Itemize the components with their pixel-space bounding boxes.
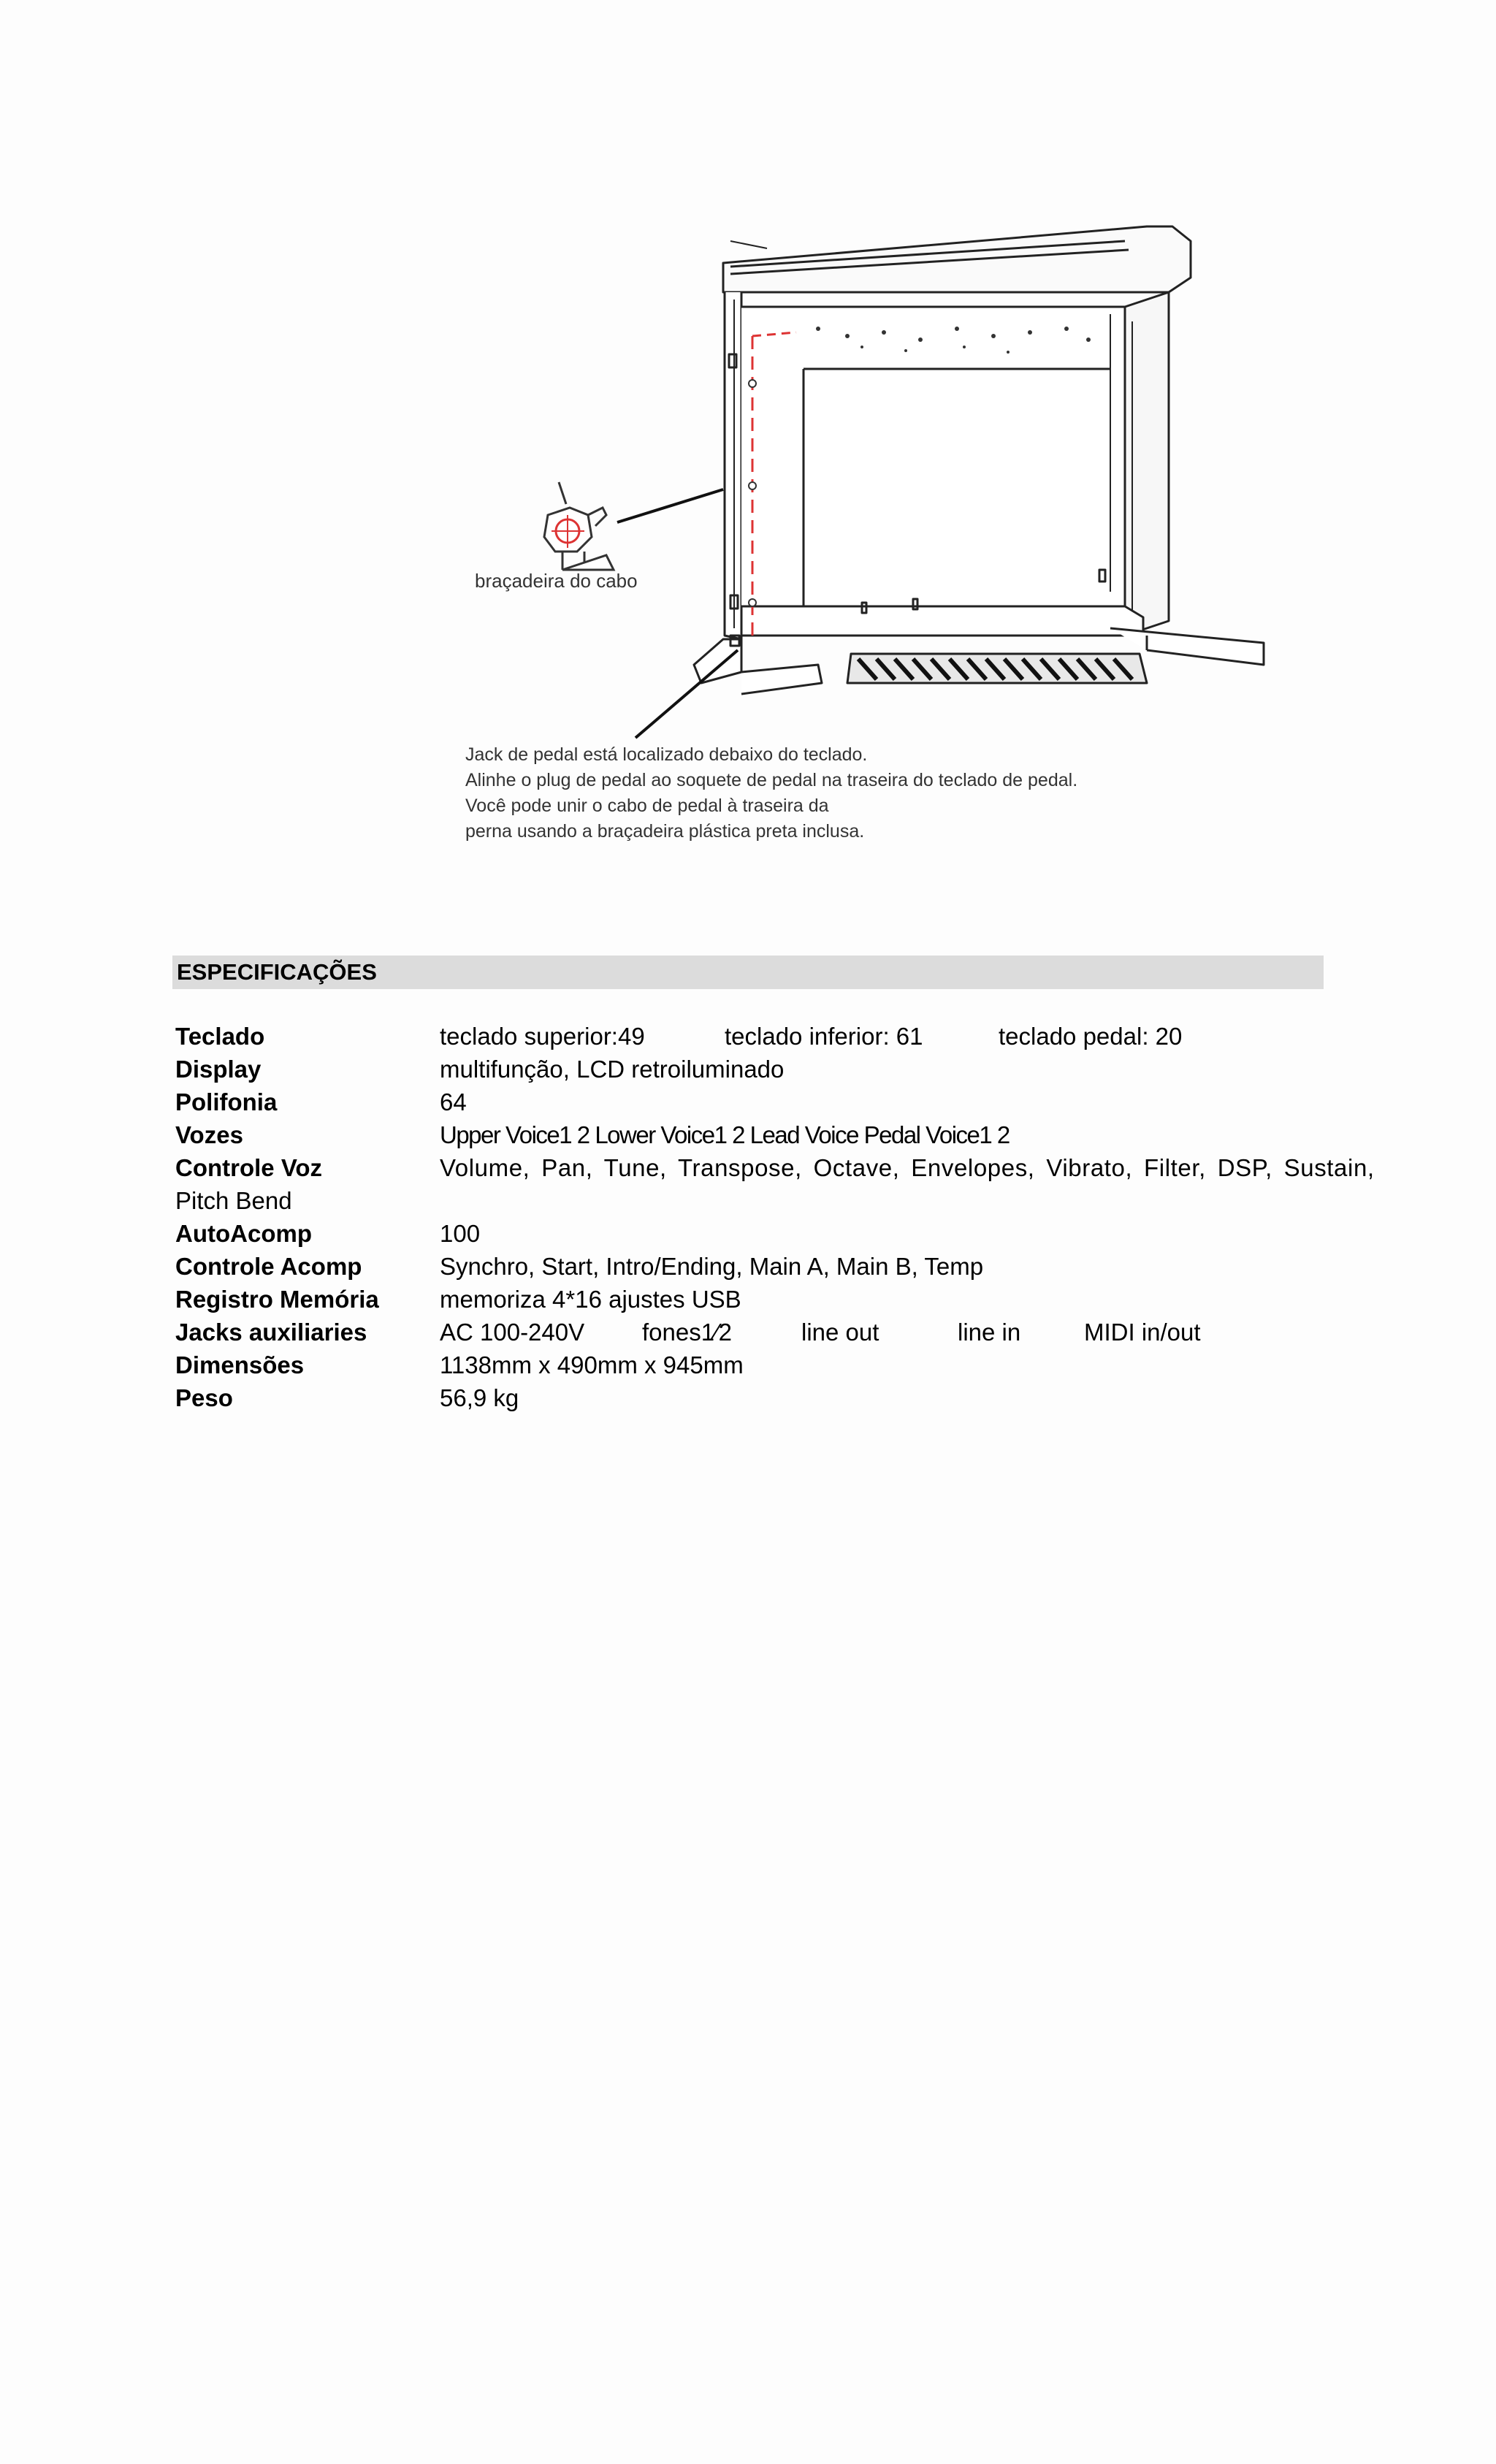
- teclado-upper: teclado superior:49: [440, 1023, 645, 1050]
- teclado-lower: teclado inferior: 61: [725, 1023, 923, 1050]
- spec-value: multifunção, LCD retroiluminado: [440, 1056, 785, 1083]
- spec-label: AutoAcomp: [175, 1220, 312, 1247]
- spec-value: 1138mm x 490mm x 945mm: [440, 1351, 744, 1378]
- spec-row-controle-voz-continuation: [175, 1184, 1324, 1217]
- clamp-label: braçadeira do cabo: [475, 570, 638, 592]
- spec-value: 64: [440, 1088, 467, 1115]
- spec-row-autoacomp: [175, 1217, 1324, 1250]
- figure-caption: [465, 742, 1077, 844]
- teclado-pedal: teclado pedal: 20: [999, 1023, 1183, 1050]
- spec-row-teclado: [175, 1020, 1324, 1053]
- caption-line: Alinhe o plug de pedal ao soquete de pedal na traseira do teclado de pedal.: [465, 770, 1078, 790]
- jack-item: MIDI in/out: [1084, 1319, 1201, 1346]
- spec-value-continuation: Pitch Bend: [175, 1187, 292, 1214]
- spec-label: Peso: [175, 1384, 233, 1411]
- spec-value: [440, 1020, 1324, 1053]
- jack-item: fones1⁄2: [642, 1319, 732, 1346]
- specs-heading: ESPECIFICAÇÕES: [177, 959, 377, 985]
- spec-row-polifonia: [175, 1086, 1324, 1118]
- jack-item: line in: [958, 1319, 1021, 1346]
- jack-item: line out: [801, 1319, 879, 1346]
- spec-label: Controle Voz: [175, 1154, 323, 1181]
- spec-value: Upper Voice1 2 Lower Voice1 2 Lead Voice Pedal Voice1 2: [440, 1121, 1010, 1148]
- specs-table: [175, 1020, 1375, 1414]
- spec-row-dimensoes: [175, 1349, 1324, 1381]
- spec-row-registro-memoria: [175, 1283, 1324, 1316]
- spec-label: Polifonia: [175, 1088, 278, 1115]
- spec-label: Vozes: [175, 1121, 243, 1148]
- spec-label: Controle Acomp: [175, 1253, 362, 1280]
- spec-label: Dimensões: [175, 1351, 305, 1378]
- spec-label: Registro Memória: [175, 1286, 379, 1313]
- jack-item: AC 100-240V: [440, 1319, 585, 1346]
- caption-line: Você pode unir o cabo de pedal à traseira da: [465, 796, 829, 816]
- spec-value: Synchro, Start, Intro/Ending, Main A, Main B, Temp: [440, 1253, 984, 1280]
- caption-line: perna usando a braçadeira plástica preta inclusa.: [465, 821, 865, 842]
- spec-row-display: [175, 1053, 1324, 1086]
- spec-value: Volume, Pan, Tune, Transpose, Octave, Envelopes, Vibrato, Filter, DSP, Sustain,: [440, 1154, 1375, 1181]
- spec-value: [440, 1316, 1324, 1349]
- spec-label: Display: [175, 1056, 262, 1083]
- spec-value: 56,9 kg: [440, 1384, 519, 1411]
- spec-row-vozes: [175, 1118, 1324, 1151]
- spec-value: memoriza 4*16 ajustes USB: [440, 1286, 741, 1313]
- spec-row-peso: [175, 1381, 1324, 1414]
- spec-label: Jacks auxiliaries: [175, 1319, 367, 1346]
- spec-value: 100: [440, 1220, 481, 1247]
- spec-row-controle-acomp: [175, 1250, 1324, 1283]
- specs-heading-bar: [172, 956, 1324, 989]
- caption-line: Jack de pedal está localizado debaixo do teclado.: [465, 744, 868, 765]
- spec-row-controle-voz: [175, 1151, 1375, 1184]
- spec-label: Teclado: [175, 1023, 265, 1050]
- spec-row-jacks: [175, 1316, 1324, 1349]
